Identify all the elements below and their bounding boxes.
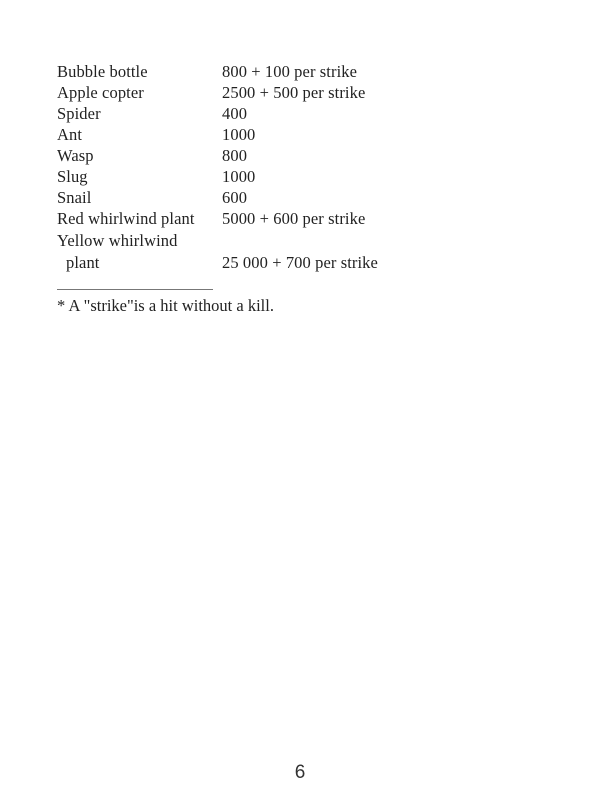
enemy-points: 5000 + 600 per strike bbox=[222, 209, 366, 228]
table-row bbox=[57, 145, 457, 166]
enemy-points: 800 + 100 per strike bbox=[222, 62, 358, 81]
enemy-name-line: plant bbox=[66, 253, 100, 272]
enemy-name: Spider bbox=[57, 104, 101, 123]
enemy-points bbox=[222, 230, 457, 274]
enemy-points: 1000 bbox=[222, 167, 256, 186]
table-row bbox=[57, 82, 457, 103]
enemy-name: Ant bbox=[57, 125, 83, 144]
table-row bbox=[57, 187, 457, 208]
footnote-divider bbox=[57, 289, 213, 290]
enemy-points: 800 bbox=[222, 146, 248, 165]
enemy-name: Slug bbox=[57, 167, 88, 186]
enemy-name: Red whirlwind plant bbox=[57, 209, 195, 228]
enemy-name bbox=[57, 230, 222, 274]
enemy-points: 2500 + 500 per strike bbox=[222, 83, 366, 102]
enemy-points-value: 25 000 + 700 per strike bbox=[222, 253, 378, 272]
enemy-name-line: Yellow whirlwind bbox=[57, 231, 178, 250]
table-row bbox=[57, 208, 457, 229]
table-row bbox=[57, 229, 457, 274]
enemy-name: Snail bbox=[57, 188, 92, 207]
enemy-points: 600 bbox=[222, 188, 248, 207]
table-row bbox=[57, 166, 457, 187]
enemy-name: Apple copter bbox=[57, 83, 144, 102]
table-row bbox=[57, 124, 457, 145]
footnote: * A "strike"is a hit without a kill. bbox=[57, 296, 274, 315]
enemy-points: 400 bbox=[222, 104, 248, 123]
page-number: 6 bbox=[294, 762, 306, 783]
enemy-points: 1000 bbox=[222, 125, 256, 144]
table-row bbox=[57, 61, 457, 82]
table-row bbox=[57, 103, 457, 124]
enemy-name: Bubble bottle bbox=[57, 62, 148, 81]
enemy-name: Wasp bbox=[57, 146, 94, 165]
score-table bbox=[57, 61, 457, 274]
